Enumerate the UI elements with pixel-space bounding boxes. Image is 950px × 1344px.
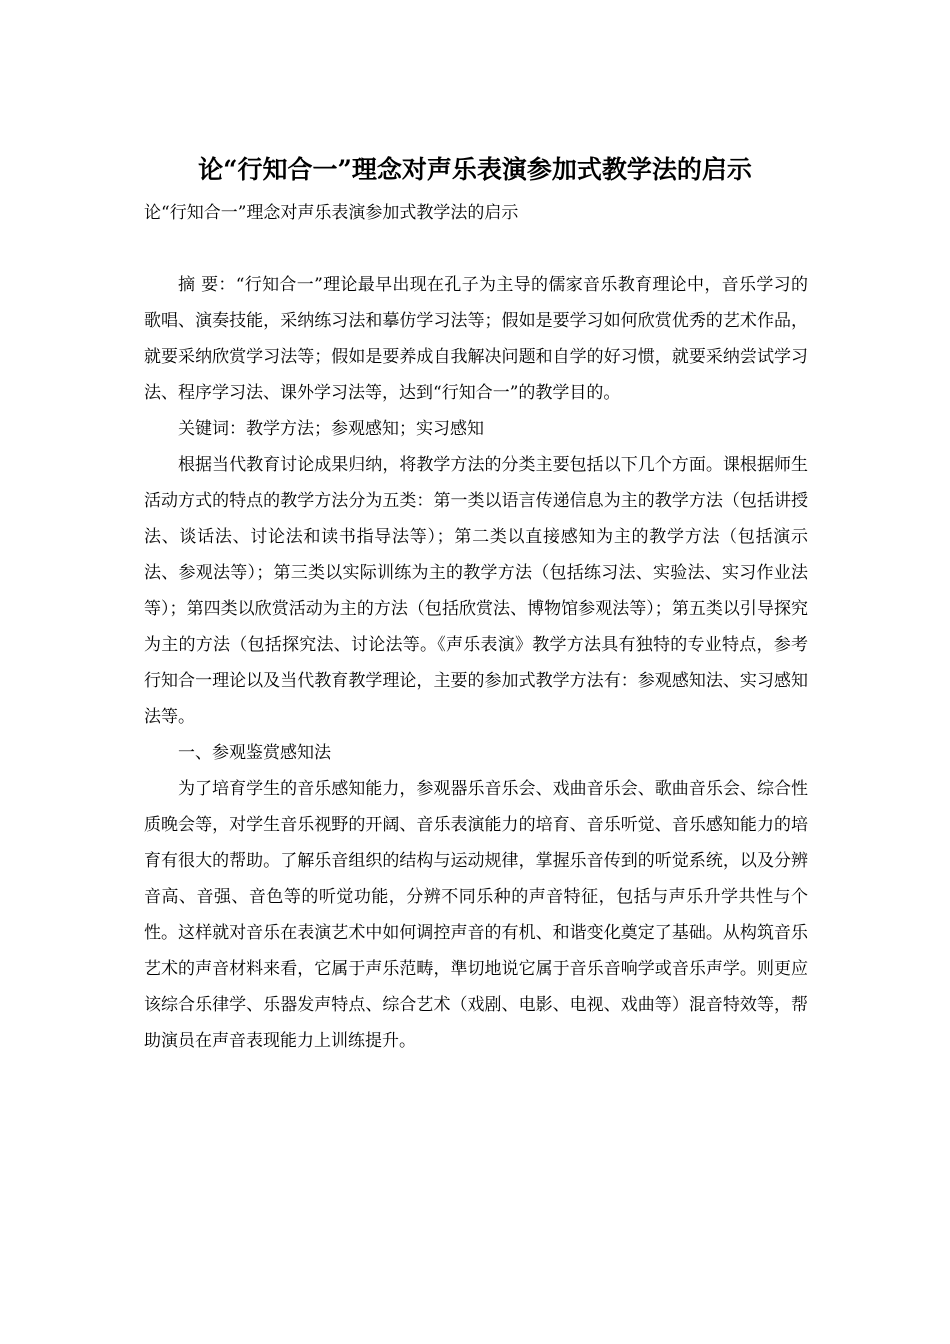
- keywords-line: 关键词：教学方法；参观感知；实习感知: [178, 419, 484, 439]
- abstract-paragraph: 摘 要：“行知合一”理论最早出现在孔子为主导的儒家音乐教育理论中，音乐学习的歌唱、演奏技能，采纳练习法和摹仿学习法等；假如是要学习如何欣赏优秀的艺术作品，就要采纳欣赏学习法等；假如是要养成自我解决问题和自学的好习惯，就要采纳尝试学习法、程序学习法、课外学习法等，达到“行知合一”的教学目的。: [144, 275, 808, 403]
- body-paragraph: 根据当代教育讨论成果归纳，将教学方法的分类主要包括以下几个方面。课根据师生活动方式的特点的教学方法分为五类：第一类以语言传递信息为主的教学方法（包括讲授法、谈话法、讨论法和读书指导法等）；第二类以直接感知为主的教学方法（包括演示法、参观法等）；第三类以实际训练为主的教学方法（包括练习法、实验法、实习作业法等）；第四类以欣赏活动为主的方法（包括欣赏法、博物馆参观法等）；第五类以引导探究为主的方法（包括探究法、讨论法等。《声乐表演》教学方法具有独特的专业特点，参考行知合一理论以及当代教育教学理论，主要的参加式教学方法有：参观感知法、实习感知法等。: [144, 455, 808, 727]
- section-heading: 一、参观鉴赏感知法: [178, 743, 331, 763]
- body-paragraph: 为了培育学生的音乐感知能力，参观器乐音乐会、戏曲音乐会、歌曲音乐会、综合性质晚会等，对学生音乐视野的开阔、音乐表演能力的培育、音乐听觉、音乐感知能力的培育有很大的帮助。了解乐音组织的结构与运动规律，掌握乐音传到的听觉系统，以及分辨音高、音强、音色等的听觉功能，分辨不同乐种的声音特征，包括与声乐升学共性与个性。这样就对音乐在表演艺术中如何调控声音的有机、和谐变化奠定了基础。从构筑音乐艺术的声音材料来看，它属于声乐范畴，準切地说它属于音乐音响学或音乐声学。则更应该综合乐律学、乐器发声特点、综合艺术（戏剧、电影、电视、戏曲等）混音特效等，帮助演员在声音表现能力上训练提升。: [144, 779, 808, 1051]
- document-title: 论“行知合一”理念对声乐表演参加式教学法的启示: [198, 155, 752, 184]
- document-subtitle: 论“行知合一”理念对声乐表演参加式教学法的启示: [144, 203, 519, 223]
- document-body: [144, 267, 808, 1059]
